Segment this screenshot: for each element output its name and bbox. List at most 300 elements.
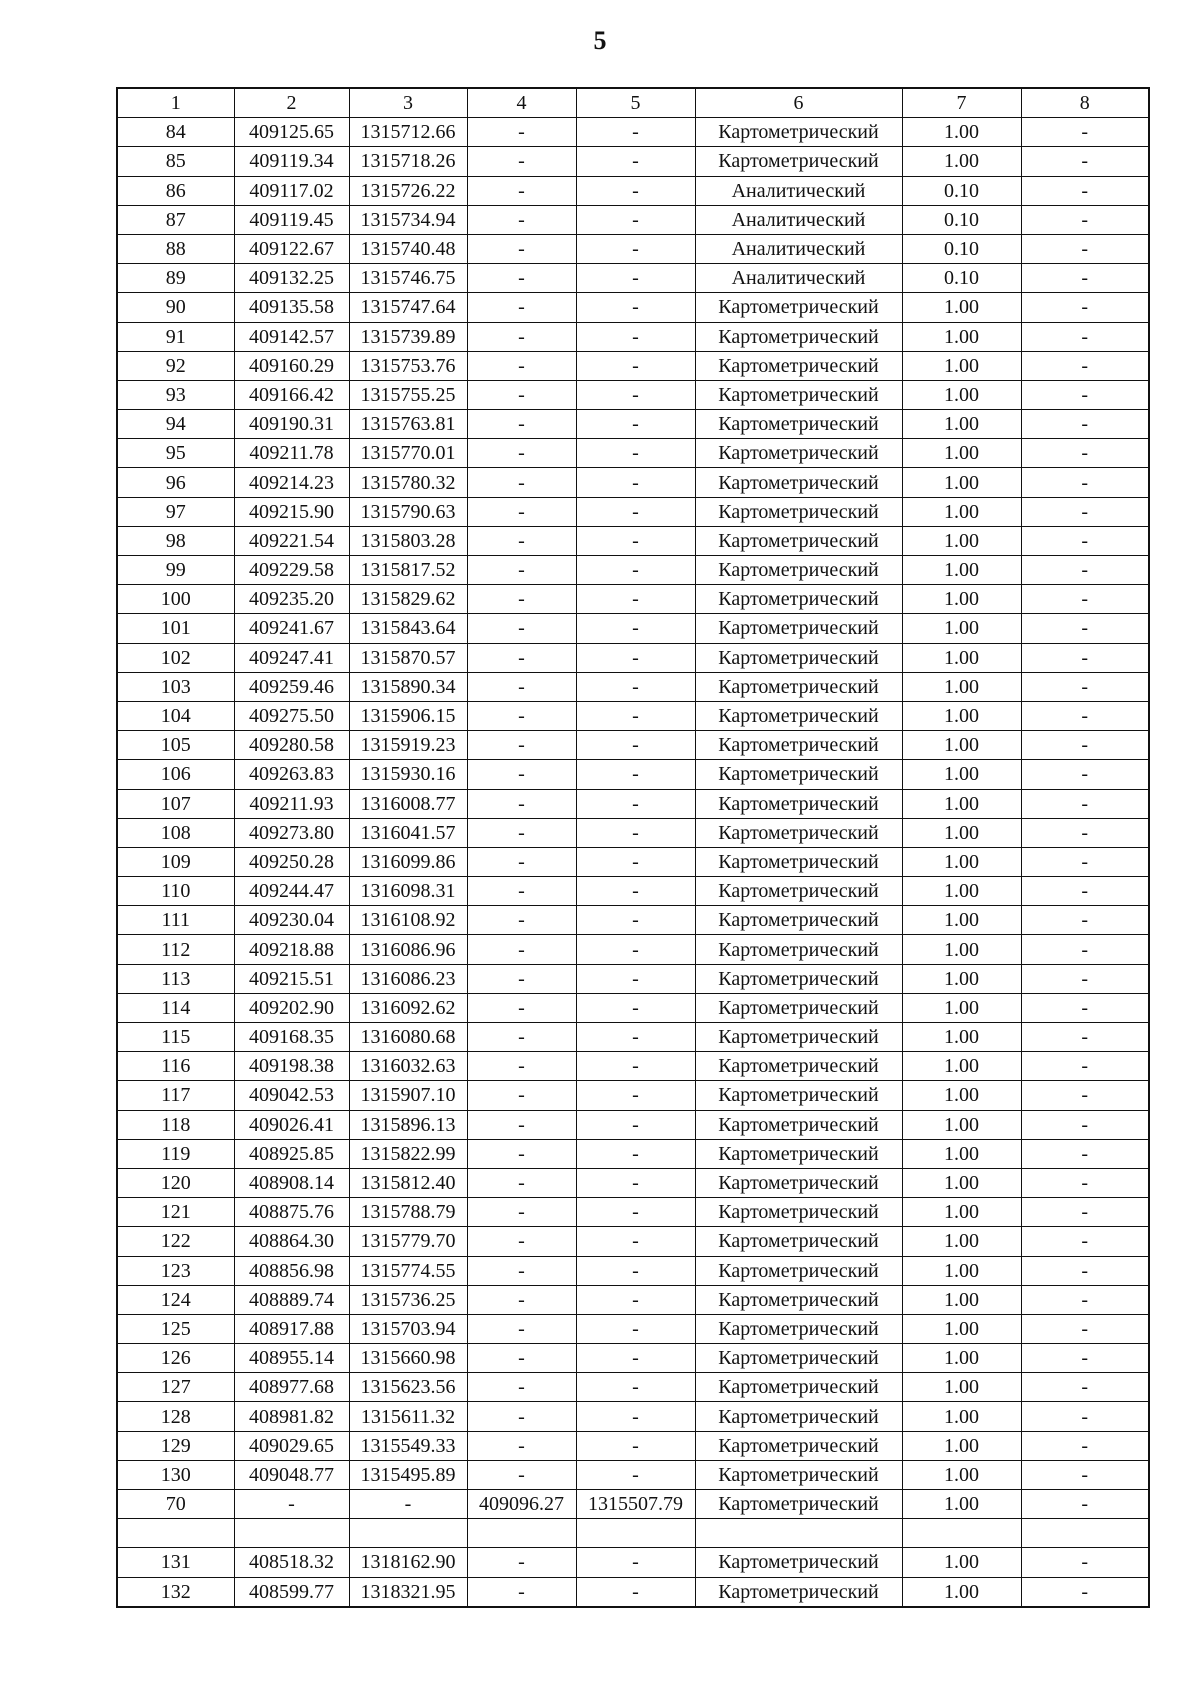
- table-cell: 1316092.62: [349, 993, 467, 1022]
- table-cell: 1.00: [902, 351, 1021, 380]
- table-cell: -: [576, 556, 695, 585]
- page-number: 5: [593, 26, 607, 55]
- table-cell: Картометрический: [695, 1139, 902, 1168]
- table-cell: -: [467, 1285, 576, 1314]
- table-cell: 1315930.16: [349, 760, 467, 789]
- table-cell: 1.00: [902, 906, 1021, 935]
- column-header: 6: [695, 88, 902, 118]
- table-cell: 1315623.56: [349, 1373, 467, 1402]
- table-cell: -: [467, 1081, 576, 1110]
- table-cell: -: [467, 1548, 576, 1577]
- table-cell: -: [467, 205, 576, 234]
- table-cell: -: [467, 556, 576, 585]
- table-row: [117, 585, 1149, 614]
- table-cell: -: [1021, 380, 1149, 409]
- table-row: [117, 439, 1149, 468]
- table-row: [117, 1023, 1149, 1052]
- table-cell: -: [576, 1431, 695, 1460]
- table-cell: 94: [117, 410, 234, 439]
- table-cell: Картометрический: [695, 818, 902, 847]
- table-cell: Аналитический: [695, 264, 902, 293]
- table-cell: -: [1021, 322, 1149, 351]
- table-cell: 408864.30: [234, 1227, 349, 1256]
- table-cell: -: [1021, 935, 1149, 964]
- table-cell: 121: [117, 1198, 234, 1227]
- column-header: 8: [1021, 88, 1149, 118]
- table-cell: -: [467, 147, 576, 176]
- table-cell: -: [467, 731, 576, 760]
- table-cell: 1.00: [902, 847, 1021, 876]
- table-cell: -: [576, 1023, 695, 1052]
- table-cell: 1.00: [902, 585, 1021, 614]
- table-cell: 1.00: [902, 147, 1021, 176]
- table-cell: -: [1021, 147, 1149, 176]
- table-cell: 408599.77: [234, 1577, 349, 1607]
- table-cell: -: [1021, 1052, 1149, 1081]
- table-cell: 1.00: [902, 293, 1021, 322]
- table-cell: 91: [117, 322, 234, 351]
- table-cell: 124: [117, 1285, 234, 1314]
- table-cell: 93: [117, 380, 234, 409]
- table-cell: -: [576, 614, 695, 643]
- column-header: 4: [467, 88, 576, 118]
- table-cell: Картометрический: [695, 789, 902, 818]
- table-cell: 131: [117, 1548, 234, 1577]
- table-cell: -: [467, 526, 576, 555]
- table-cell: 1.00: [902, 468, 1021, 497]
- column-header: 7: [902, 88, 1021, 118]
- table-cell: 103: [117, 672, 234, 701]
- table-cell: Картометрический: [695, 1227, 902, 1256]
- table-cell: 1318321.95: [349, 1577, 467, 1607]
- table-cell: 104: [117, 701, 234, 730]
- table-cell: Картометрический: [695, 410, 902, 439]
- table-cell: 97: [117, 497, 234, 526]
- table-cell: 87: [117, 205, 234, 234]
- table-cell: Картометрический: [695, 935, 902, 964]
- table-row: [117, 614, 1149, 643]
- table-cell: -: [576, 1285, 695, 1314]
- table-cell: 1.00: [902, 789, 1021, 818]
- table-cell: 409135.58: [234, 293, 349, 322]
- table-cell: -: [1021, 468, 1149, 497]
- table-cell: 1316098.31: [349, 877, 467, 906]
- table-cell: 90: [117, 293, 234, 322]
- table-cell: 409275.50: [234, 701, 349, 730]
- table-cell: 408917.88: [234, 1314, 349, 1343]
- table-cell: -: [467, 1052, 576, 1081]
- table-row: [117, 147, 1149, 176]
- table-cell: 1315790.63: [349, 497, 467, 526]
- table-cell: 409202.90: [234, 993, 349, 1022]
- table-cell: -: [1021, 818, 1149, 847]
- table-cell: [695, 1519, 902, 1548]
- table-cell: 1.00: [902, 1577, 1021, 1607]
- table-cell: 1315736.25: [349, 1285, 467, 1314]
- table-cell: -: [467, 176, 576, 205]
- table-cell: -: [1021, 1431, 1149, 1460]
- table-cell: 1.00: [902, 1256, 1021, 1285]
- table-cell: -: [1021, 1110, 1149, 1139]
- table-cell: 1315890.34: [349, 672, 467, 701]
- table-cell: 1.00: [902, 526, 1021, 555]
- table-cell: -: [467, 380, 576, 409]
- table-cell: 409211.93: [234, 789, 349, 818]
- table-cell: Аналитический: [695, 205, 902, 234]
- table-cell: -: [576, 701, 695, 730]
- table-body: [117, 88, 1149, 1607]
- coordinates-table: [116, 87, 1150, 1608]
- table-cell: -: [576, 1052, 695, 1081]
- table-cell: -: [1021, 672, 1149, 701]
- table-cell: 100: [117, 585, 234, 614]
- table-cell: -: [576, 1110, 695, 1139]
- table-row: [117, 1198, 1149, 1227]
- table-cell: 408875.76: [234, 1198, 349, 1227]
- table-row: [117, 1314, 1149, 1343]
- table-row: [117, 760, 1149, 789]
- table-cell: 1316008.77: [349, 789, 467, 818]
- table-cell: 1.00: [902, 935, 1021, 964]
- table-cell: -: [1021, 1168, 1149, 1197]
- table-cell: 1315718.26: [349, 147, 467, 176]
- table-cell: -: [1021, 176, 1149, 205]
- table-cell: -: [1021, 1314, 1149, 1343]
- table-cell: -: [1021, 1198, 1149, 1227]
- table-cell: 409247.41: [234, 643, 349, 672]
- table-cell: 1.00: [902, 322, 1021, 351]
- table-cell: 1315774.55: [349, 1256, 467, 1285]
- table-cell: [349, 1519, 467, 1548]
- table-cell: 1315747.64: [349, 293, 467, 322]
- table-cell: 1.00: [902, 497, 1021, 526]
- table-cell: -: [576, 1548, 695, 1577]
- table-cell: 1.00: [902, 1373, 1021, 1402]
- column-header: 2: [234, 88, 349, 118]
- table-cell: Картометрический: [695, 439, 902, 468]
- table-cell: -: [467, 1344, 576, 1373]
- table-cell: Картометрический: [695, 147, 902, 176]
- table-cell: 1315740.48: [349, 234, 467, 263]
- table-cell: 1316032.63: [349, 1052, 467, 1081]
- table-cell: -: [1021, 877, 1149, 906]
- table-cell: -: [1021, 1081, 1149, 1110]
- table-cell: 409273.80: [234, 818, 349, 847]
- table-cell: -: [467, 1373, 576, 1402]
- table-cell: 0.10: [902, 234, 1021, 263]
- table-cell: 1315703.94: [349, 1314, 467, 1343]
- table-cell: 409241.67: [234, 614, 349, 643]
- table-cell: Картометрический: [695, 1460, 902, 1489]
- table-cell: 408889.74: [234, 1285, 349, 1314]
- table-row: [117, 1285, 1149, 1314]
- table-cell: 113: [117, 964, 234, 993]
- table-cell: Картометрический: [695, 906, 902, 935]
- table-cell: Картометрический: [695, 585, 902, 614]
- table-cell: 1315812.40: [349, 1168, 467, 1197]
- table-cell: 409117.02: [234, 176, 349, 205]
- table-cell: 1315788.79: [349, 1198, 467, 1227]
- table-cell: -: [1021, 993, 1149, 1022]
- table-cell: -: [467, 964, 576, 993]
- table-cell: -: [1021, 205, 1149, 234]
- table-cell: 1.00: [902, 1460, 1021, 1489]
- table-cell: 409166.42: [234, 380, 349, 409]
- table-cell: -: [467, 293, 576, 322]
- table-cell: -: [234, 1490, 349, 1519]
- table-cell: -: [467, 760, 576, 789]
- table-row: [117, 818, 1149, 847]
- table-cell: -: [1021, 410, 1149, 439]
- table-cell: -: [576, 760, 695, 789]
- table-cell: -: [467, 614, 576, 643]
- table-cell: -: [576, 847, 695, 876]
- table-cell: -: [1021, 1344, 1149, 1373]
- table-cell: 1.00: [902, 964, 1021, 993]
- table-cell: -: [576, 1198, 695, 1227]
- table-cell: -: [576, 176, 695, 205]
- table-cell: 1315739.89: [349, 322, 467, 351]
- table-cell: 106: [117, 760, 234, 789]
- table-cell: -: [576, 1577, 695, 1607]
- table-cell: -: [576, 380, 695, 409]
- table-cell: 409198.38: [234, 1052, 349, 1081]
- table-cell: 409214.23: [234, 468, 349, 497]
- table-cell: -: [467, 789, 576, 818]
- table-row: [117, 643, 1149, 672]
- table-cell: Картометрический: [695, 877, 902, 906]
- table-row: [117, 1052, 1149, 1081]
- table-cell: 86: [117, 176, 234, 205]
- table-cell: 409029.65: [234, 1431, 349, 1460]
- table-cell: Картометрический: [695, 1168, 902, 1197]
- table-cell: 1315829.62: [349, 585, 467, 614]
- table-cell: -: [1021, 1577, 1149, 1607]
- table-cell: 101: [117, 614, 234, 643]
- table-cell: -: [1021, 964, 1149, 993]
- table-cell: -: [576, 1402, 695, 1431]
- table-cell: -: [1021, 789, 1149, 818]
- table-cell: -: [467, 1314, 576, 1343]
- table-row: [117, 935, 1149, 964]
- table-cell: Картометрический: [695, 1431, 902, 1460]
- table-cell: 0.10: [902, 264, 1021, 293]
- table-cell: 89: [117, 264, 234, 293]
- table-cell: 1316108.92: [349, 906, 467, 935]
- table-cell: 107: [117, 789, 234, 818]
- table-cell: -: [1021, 701, 1149, 730]
- table-cell: 116: [117, 1052, 234, 1081]
- table-cell: 409250.28: [234, 847, 349, 876]
- table-row: [117, 1168, 1149, 1197]
- table-cell: 99: [117, 556, 234, 585]
- table-cell: -: [467, 701, 576, 730]
- table-cell: 1316080.68: [349, 1023, 467, 1052]
- table-cell: 111: [117, 906, 234, 935]
- table-cell: 1.00: [902, 614, 1021, 643]
- table-cell: 409215.51: [234, 964, 349, 993]
- table-cell: -: [467, 1110, 576, 1139]
- table-cell: [234, 1519, 349, 1548]
- table-cell: -: [576, 1227, 695, 1256]
- column-header: 5: [576, 88, 695, 118]
- table-row: [117, 234, 1149, 263]
- table-cell: -: [467, 234, 576, 263]
- table-cell: 408981.82: [234, 1402, 349, 1431]
- table-cell: 1315919.23: [349, 731, 467, 760]
- table-cell: 1315896.13: [349, 1110, 467, 1139]
- table-cell: Картометрический: [695, 1256, 902, 1285]
- table-row: [117, 1490, 1149, 1519]
- table-row: [117, 1519, 1149, 1548]
- table-row: [117, 1373, 1149, 1402]
- table-cell: 1315726.22: [349, 176, 467, 205]
- table-row: [117, 672, 1149, 701]
- table-cell: -: [467, 906, 576, 935]
- table-cell: -: [576, 1460, 695, 1489]
- table-cell: -: [576, 205, 695, 234]
- table-cell: -: [576, 118, 695, 147]
- table-cell: Картометрический: [695, 1344, 902, 1373]
- table-cell: -: [576, 672, 695, 701]
- table-cell: 110: [117, 877, 234, 906]
- table-cell: 409122.67: [234, 234, 349, 263]
- table-cell: -: [467, 877, 576, 906]
- table-cell: 408955.14: [234, 1344, 349, 1373]
- table-cell: 409221.54: [234, 526, 349, 555]
- table-cell: -: [467, 1402, 576, 1431]
- table-cell: 409125.65: [234, 118, 349, 147]
- table-cell: Картометрический: [695, 760, 902, 789]
- table-cell: 127: [117, 1373, 234, 1402]
- table-cell: 409263.83: [234, 760, 349, 789]
- table-cell: 1315907.10: [349, 1081, 467, 1110]
- table-cell: -: [1021, 293, 1149, 322]
- table-row: [117, 118, 1149, 147]
- table-cell: 1.00: [902, 643, 1021, 672]
- table-cell: -: [467, 1431, 576, 1460]
- table-cell: -: [1021, 1023, 1149, 1052]
- table-cell: 85: [117, 147, 234, 176]
- table-row: [117, 1081, 1149, 1110]
- table-cell: -: [576, 935, 695, 964]
- table-cell: Картометрический: [695, 701, 902, 730]
- table-cell: Картометрический: [695, 1285, 902, 1314]
- table-cell: -: [1021, 731, 1149, 760]
- table-cell: 1.00: [902, 701, 1021, 730]
- table-cell: 1315660.98: [349, 1344, 467, 1373]
- table-row: [117, 1577, 1149, 1607]
- table-cell: Картометрический: [695, 1490, 902, 1519]
- table-cell: 1315755.25: [349, 380, 467, 409]
- column-header: 3: [349, 88, 467, 118]
- table-cell: -: [349, 1490, 467, 1519]
- table-cell: 1315611.32: [349, 1402, 467, 1431]
- table-cell: 1.00: [902, 1285, 1021, 1314]
- table-cell: 1.00: [902, 672, 1021, 701]
- table-row: [117, 877, 1149, 906]
- table-cell: 105: [117, 731, 234, 760]
- table-cell: 409119.34: [234, 147, 349, 176]
- table-cell: 1318162.90: [349, 1548, 467, 1577]
- table-cell: 109: [117, 847, 234, 876]
- table-cell: -: [576, 497, 695, 526]
- table-cell: -: [576, 643, 695, 672]
- table-row: [117, 264, 1149, 293]
- table-cell: 1.00: [902, 731, 1021, 760]
- table-cell: Картометрический: [695, 322, 902, 351]
- table-cell: Картометрический: [695, 643, 902, 672]
- table-cell: 1.00: [902, 1023, 1021, 1052]
- table-row: [117, 1402, 1149, 1431]
- table-row: [117, 1110, 1149, 1139]
- table-cell: 1.00: [902, 1344, 1021, 1373]
- table-cell: 409160.29: [234, 351, 349, 380]
- table-cell: -: [1021, 585, 1149, 614]
- table-cell: -: [1021, 1227, 1149, 1256]
- table-cell: -: [576, 468, 695, 497]
- table-cell: 1315906.15: [349, 701, 467, 730]
- table-cell: -: [1021, 1256, 1149, 1285]
- table-cell: 409042.53: [234, 1081, 349, 1110]
- table-cell: 1.00: [902, 1431, 1021, 1460]
- table-row: [117, 993, 1149, 1022]
- table-cell: 92: [117, 351, 234, 380]
- table-row: [117, 556, 1149, 585]
- table-cell: Картометрический: [695, 1314, 902, 1343]
- table-cell: 1315734.94: [349, 205, 467, 234]
- table-cell: -: [576, 1314, 695, 1343]
- table-cell: 88: [117, 234, 234, 263]
- table-cell: 409259.46: [234, 672, 349, 701]
- table-cell: 1.00: [902, 1314, 1021, 1343]
- table-cell: -: [467, 1023, 576, 1052]
- table-cell: -: [467, 935, 576, 964]
- table-cell: 1316041.57: [349, 818, 467, 847]
- table-cell: 1316086.96: [349, 935, 467, 964]
- table-cell: -: [1021, 1285, 1149, 1314]
- table-cell: 115: [117, 1023, 234, 1052]
- table-cell: -: [467, 818, 576, 847]
- table-cell: -: [576, 293, 695, 322]
- table-cell: 1.00: [902, 1227, 1021, 1256]
- table-cell: 0.10: [902, 176, 1021, 205]
- table-row: [117, 1431, 1149, 1460]
- table-row: [117, 906, 1149, 935]
- table-cell: -: [467, 1139, 576, 1168]
- table-cell: Аналитический: [695, 176, 902, 205]
- table-cell: 409230.04: [234, 906, 349, 935]
- table-cell: -: [1021, 643, 1149, 672]
- table-cell: 409235.20: [234, 585, 349, 614]
- table-cell: 95: [117, 439, 234, 468]
- table-cell: Картометрический: [695, 118, 902, 147]
- table-cell: -: [576, 964, 695, 993]
- table-cell: 1315495.89: [349, 1460, 467, 1489]
- table-cell: 409244.47: [234, 877, 349, 906]
- table-row: [117, 351, 1149, 380]
- table-cell: [902, 1519, 1021, 1548]
- table-cell: -: [576, 818, 695, 847]
- table-cell: -: [467, 847, 576, 876]
- table-row: [117, 176, 1149, 205]
- table-cell: -: [1021, 1373, 1149, 1402]
- table-cell: 129: [117, 1431, 234, 1460]
- table-cell: 1.00: [902, 1168, 1021, 1197]
- table-row: [117, 1227, 1149, 1256]
- table-cell: 1.00: [902, 380, 1021, 409]
- table-cell: -: [467, 410, 576, 439]
